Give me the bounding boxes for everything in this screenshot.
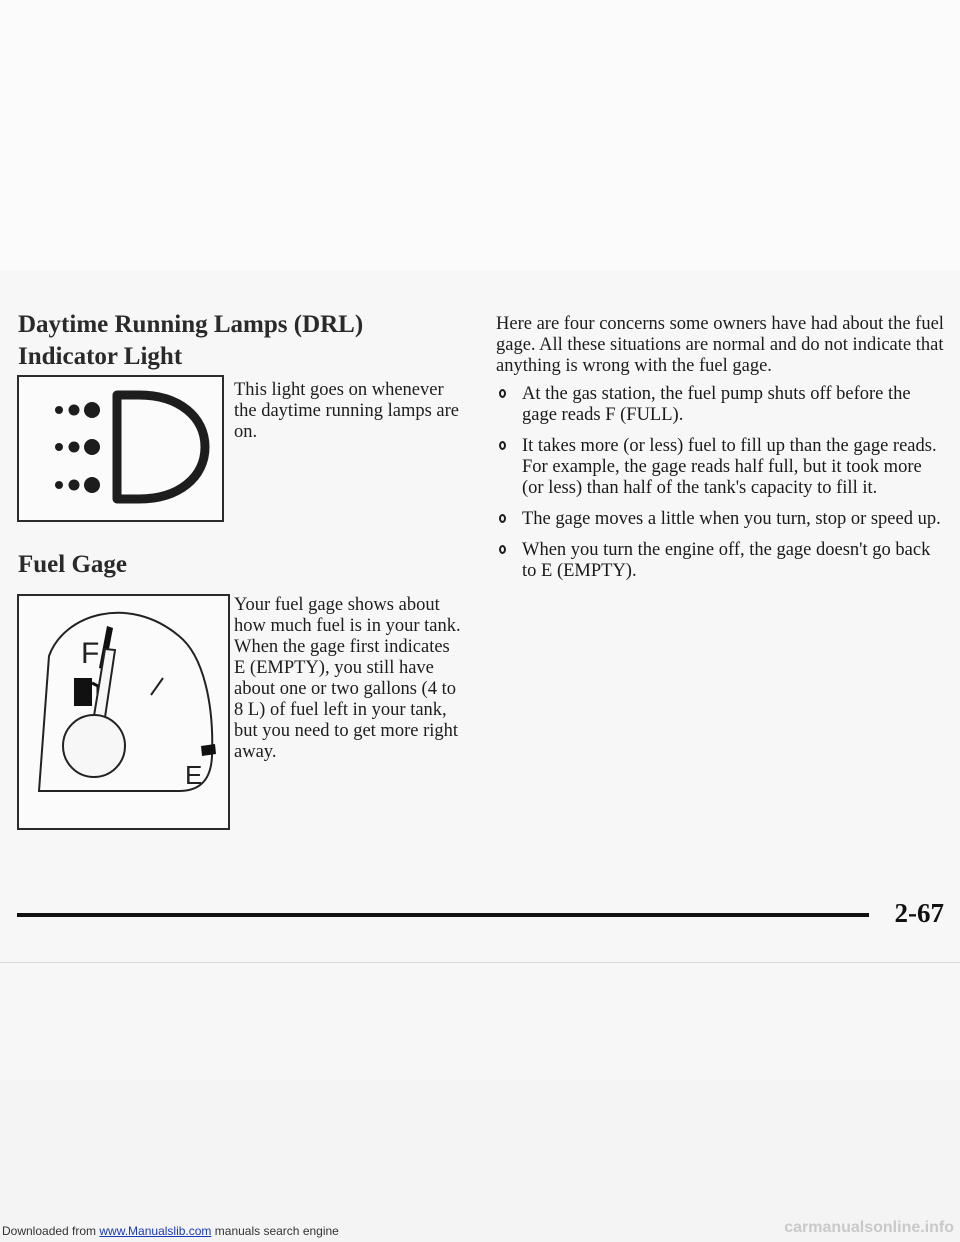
concerns-intro: Here are four concerns some owners have had about the fuel gage. All these situations are normal and do not indicate that anything is wrong with the fuel gage. bbox=[496, 314, 944, 376]
download-credit: Downloaded from www.Manualslib.com manuals search engine bbox=[2, 1224, 339, 1238]
watermark: carmanualsonline.info bbox=[784, 1219, 954, 1236]
footer-rule bbox=[17, 913, 869, 917]
blank-top-area bbox=[0, 0, 960, 270]
list-item: At the gas station, the fuel pump shuts off before the gage reads F (FULL). bbox=[496, 384, 946, 426]
empty-label: E bbox=[185, 760, 203, 790]
bullet-icon bbox=[499, 514, 506, 523]
list-item: When you turn the engine off, the gage doesn't go back to E (EMPTY). bbox=[496, 540, 946, 582]
fuel-gage-heading: Fuel Gage bbox=[18, 551, 128, 578]
drl-indicator-icon bbox=[19, 377, 222, 520]
list-item: The gage moves a little when you turn, stop or speed up. bbox=[496, 509, 946, 530]
fuel-gage-description: Your fuel gage shows about how much fuel is in your tank. When the gage first indicates E (EMPTY), you still have about one or two gallons (4 to 8 L) of fuel left in your tank, but you need to get more right away. bbox=[234, 595, 461, 762]
bullet-icon bbox=[499, 389, 506, 398]
fuel-pump-symbol bbox=[74, 678, 98, 706]
fuel-gage-icon bbox=[19, 596, 228, 828]
drl-indicator-figure bbox=[17, 375, 224, 522]
page-edge-divider bbox=[0, 962, 960, 963]
drl-heading: Daytime Running Lamps (DRL) Indicator Light bbox=[18, 311, 364, 370]
concerns-list bbox=[496, 384, 946, 592]
bullet-icon bbox=[499, 441, 506, 450]
manualslib-link[interactable]: www.Manualslib.com bbox=[99, 1224, 212, 1238]
page-number: 2-67 bbox=[894, 898, 944, 928]
list-item: It takes more (or less) fuel to fill up than the gage reads. For example, the gage reads half full, but it took more (or less) than half of the tank's capacity to fill it. bbox=[496, 436, 946, 499]
drl-description: This light goes on whenever the daytime running lamps are on. bbox=[234, 380, 460, 442]
bullet-icon bbox=[499, 545, 506, 554]
full-label: F bbox=[81, 637, 100, 670]
fuel-gage-figure bbox=[17, 594, 230, 830]
